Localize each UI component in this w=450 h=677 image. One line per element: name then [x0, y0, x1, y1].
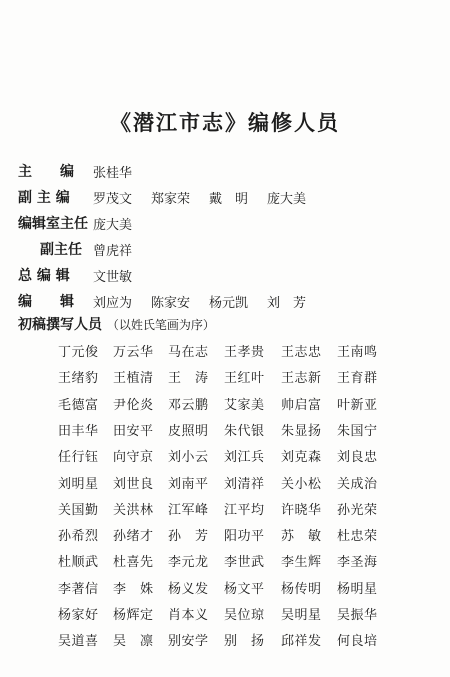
draft-name-cell: 吴 凛 — [113, 634, 154, 650]
draft-name-cell: 阳功平 — [224, 529, 265, 545]
draft-name-cell: 朱代银 — [224, 423, 265, 439]
role-name: 郑家荣 — [151, 192, 191, 207]
role-label: 编辑室主任 — [18, 216, 88, 232]
draft-name-cell: 李世武 — [224, 555, 265, 571]
role-name: 文世敏 — [93, 270, 133, 285]
draft-name-cell: 何良培 — [337, 634, 378, 650]
draft-name-cell: 王南鸣 — [337, 345, 378, 360]
draft-name-cell: 田安平 — [113, 423, 154, 439]
role-name: 戴 明 — [209, 192, 249, 207]
role-name: 曾虎祥 — [93, 244, 133, 259]
role-label: 编 辑 — [18, 294, 74, 310]
draft-name-cell: 王绪豹 — [58, 371, 99, 387]
draft-name-cell: 孙绪才 — [113, 529, 154, 545]
draft-name-cell: 李 姝 — [113, 581, 154, 597]
draft-name-cell: 朱国宁 — [337, 423, 378, 439]
draft-name-cell: 皮照明 — [168, 423, 209, 439]
draft-name-cell: 刘克森 — [281, 450, 322, 466]
draft-name-cell: 刘良忠 — [337, 450, 378, 466]
draft-name-cell: 肖本义 — [168, 608, 209, 623]
draft-name-cell: 丁元俊 — [58, 345, 99, 360]
draft-name-cell: 王志新 — [281, 371, 322, 387]
draft-name-cell: 尹伦炎 — [113, 397, 154, 413]
draft-name-cell: 吴位琼 — [224, 608, 265, 623]
draft-name-cell: 李生辉 — [281, 555, 322, 571]
draft-name-cell: 别 扬 — [224, 634, 265, 650]
role-name: 刘 芳 — [267, 296, 307, 311]
role-label: 副 主 编 — [18, 190, 70, 206]
draft-name-cell: 苏 敏 — [281, 529, 322, 545]
draft-name-cell: 关小松 — [281, 476, 322, 492]
role-name: 庞大美 — [93, 218, 133, 233]
draft-name-cell: 杜喜先 — [113, 555, 154, 571]
draft-name-cell: 邱祥发 — [281, 634, 322, 650]
draft-name-cell: 任行钰 — [58, 450, 99, 466]
draft-name-cell: 朱显扬 — [281, 423, 322, 439]
draft-name-cell: 刘明星 — [58, 476, 99, 492]
draft-name-cell: 田丰华 — [58, 423, 99, 439]
draft-name-cell: 杨明星 — [337, 581, 378, 597]
draft-name-cell: 邓云鹏 — [168, 397, 209, 413]
draft-name-cell: 杜忠荣 — [337, 529, 378, 545]
role-name: 杨元凯 — [209, 296, 249, 311]
draft-name-cell: 王志忠 — [281, 345, 322, 360]
draft-name-cell: 叶新亚 — [337, 397, 378, 413]
draft-name-cell: 关洪林 — [113, 502, 154, 518]
draft-name-cell: 吴明星 — [281, 608, 322, 623]
draft-name-cell: 杨辉定 — [113, 608, 154, 623]
draft-name-cell: 关国勤 — [58, 502, 99, 518]
draft-name-cell: 刘小云 — [168, 450, 209, 466]
draft-name-cell: 刘南平 — [168, 476, 209, 492]
draft-name-cell: 李圣海 — [337, 555, 378, 571]
draft-name-cell: 王植清 — [113, 371, 154, 387]
draft-name-cell: 杨传明 — [281, 581, 322, 597]
draft-note: （以姓氏笔画为序） — [106, 318, 215, 332]
draft-name-cell: 王红叶 — [224, 371, 265, 387]
draft-name-cell: 孙光荣 — [337, 502, 378, 518]
draft-name-cell: 吴道喜 — [58, 634, 99, 650]
draft-name-cell: 李元龙 — [168, 555, 209, 571]
draft-name-cell: 孙 芳 — [168, 529, 209, 545]
draft-name-cell: 江军峰 — [168, 502, 209, 518]
draft-name-cell: 杨家好 — [58, 608, 99, 623]
draft-name-cell: 杨文平 — [224, 581, 265, 597]
draft-name-cell: 吴振华 — [337, 608, 378, 623]
draft-name-cell: 艾家美 — [224, 397, 265, 413]
draft-name-cell: 向守京 — [113, 450, 154, 466]
draft-name-cell: 毛德富 — [58, 397, 99, 413]
draft-name-cell: 万云华 — [113, 345, 154, 360]
draft-name-cell: 刘江兵 — [224, 450, 265, 466]
draft-name-cell: 别安学 — [168, 634, 209, 650]
draft-name-cell: 帅启富 — [281, 397, 322, 413]
draft-name-cell: 关成治 — [337, 476, 378, 492]
role-name: 陈家安 — [151, 296, 191, 311]
role-name: 罗茂文 — [93, 192, 133, 207]
draft-name-cell: 王育群 — [337, 371, 378, 387]
draft-name-cell: 刘清祥 — [224, 476, 265, 492]
draft-name-cell: 孙希烈 — [58, 529, 99, 545]
draft-name-cell: 江平均 — [224, 502, 265, 518]
draft-heading: 初稿撰写人员 — [18, 317, 102, 333]
draft-name-cell: 杜顺武 — [58, 555, 99, 571]
draft-name-cell: 杨义发 — [168, 581, 209, 597]
draft-name-cell: 李著信 — [58, 581, 99, 597]
role-label: 总 编 辑 — [18, 268, 70, 284]
draft-heading-row — [18, 314, 215, 334]
role-name: 张桂华 — [93, 166, 133, 181]
role-name: 刘应为 — [93, 296, 133, 311]
role-name: 庞大美 — [267, 192, 307, 207]
role-label: 主 编 — [18, 164, 74, 180]
draft-name-cell: 马在志 — [168, 345, 209, 360]
draft-name-cell: 王 涛 — [168, 371, 209, 387]
draft-name-cell: 许晓华 — [281, 502, 322, 518]
draft-name-cell: 王孝贵 — [224, 345, 265, 360]
page-title: 《潜江市志》编修人员 — [110, 110, 340, 135]
role-label: 副主任 — [40, 242, 82, 258]
draft-name-cell: 刘世良 — [113, 476, 154, 492]
